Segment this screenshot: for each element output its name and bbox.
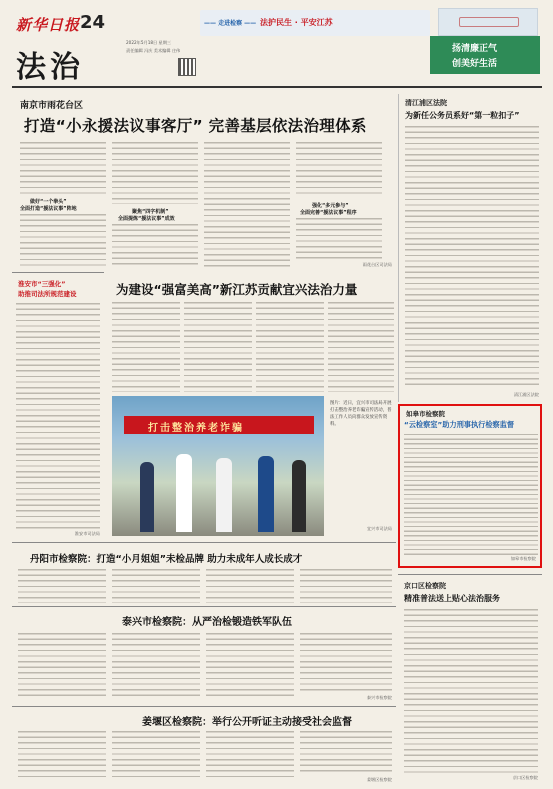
middle-body-col-3 <box>256 302 324 392</box>
editor-meta: 责任编辑 冯庆 美术编辑 庄伟 <box>126 48 181 53</box>
danyang-body-col-3 <box>206 569 294 603</box>
lead-body-col-4b <box>296 218 382 262</box>
masthead-divider <box>12 86 542 88</box>
taixing-headline: 泰兴市检察院：从严治检锻造铁军队伍 <box>122 617 292 628</box>
lead-byline: 雨花台区司法局 <box>362 262 392 267</box>
section-title: 法治 <box>16 50 84 85</box>
seal-decoration <box>438 8 538 36</box>
jingkou-article <box>398 574 542 784</box>
right-top-kicker: 清江浦区法院 <box>405 99 447 107</box>
taixing-byline: 泰兴市检察院 <box>366 695 392 700</box>
middle-body-col-1 <box>112 302 180 392</box>
danyang-headline: 丹阳市检察院：打造“小月姐姐”未检品牌 助力未成年人成长成才 <box>30 554 303 565</box>
lead-headline: 打造“小永援法议事客厅” 完善基层依法治理体系 <box>24 117 367 135</box>
middle-body-col-4 <box>328 302 394 392</box>
photo-person-4 <box>258 456 274 532</box>
lead-subhead-3b: 全面完善“援法议事”程序 <box>300 210 357 216</box>
left-mid-body <box>16 303 100 531</box>
jiangyan-body-col-2 <box>112 731 200 781</box>
lead-subhead-1: 做好“一个拳头” <box>30 199 67 205</box>
qr-code <box>178 58 196 76</box>
middle-article <box>108 272 396 540</box>
lead-body-col-3 <box>204 142 290 268</box>
taixing-body-col-3 <box>206 633 294 699</box>
photo-banner-text: 打击整治养老诈骗 <box>148 423 244 434</box>
page-number: 24 <box>80 12 106 33</box>
middle-headline: 为建设“强富美高”新江苏贡献宜兴法治力量 <box>116 282 358 297</box>
lead-body-col-2 <box>112 142 198 204</box>
highlight-byline: 如皋市检察院 <box>510 556 536 561</box>
issue-meta: 2022年5月18日 星期三 <box>126 40 172 45</box>
photo-caption: 图片：近日，宜兴市司法局开展打击整治养老诈骗宣传活动，普法工作人员向群众发放宣传资料。 <box>330 401 392 427</box>
lead-subhead-1b: 全面打造“援法议事”阵地 <box>20 206 77 212</box>
jiangyan-article <box>12 706 396 784</box>
lead-kicker: 南京市雨花台区 <box>20 101 84 111</box>
lead-subhead-2: 聚焦“四字机制” <box>132 209 169 215</box>
banner <box>200 10 430 36</box>
jiangyan-body-col-4 <box>300 731 392 775</box>
highlight-kicker: 如皋市检察院 <box>406 410 445 418</box>
jingkou-body <box>404 609 538 773</box>
left-mid-article <box>12 272 104 540</box>
photo-banner <box>124 416 314 434</box>
highlight-headline: “云检察室”助力刑事执行检察监督 <box>404 420 515 429</box>
paper-name: 新华日报 <box>16 16 81 34</box>
slogan-banner <box>430 36 540 74</box>
lead-article <box>12 94 392 270</box>
left-mid-kicker: 淮安市“三强化” <box>18 280 66 288</box>
danyang-body-col-4 <box>300 569 392 603</box>
danyang-article <box>12 542 396 604</box>
lead-subhead-2b: 全面提炼“援法议事”成效 <box>118 216 175 222</box>
jingkou-headline: 精准普法送上贴心法治服务 <box>404 594 500 603</box>
lead-body-col-2b <box>112 224 198 268</box>
photo-person-3 <box>216 458 232 532</box>
right-top-byline: 清江浦区法院 <box>513 392 539 397</box>
jiangyan-headline: 姜堰区检察院：举行公开听证主动接受社会监督 <box>142 717 352 728</box>
masthead <box>0 0 553 92</box>
taixing-body-col-1 <box>18 633 106 699</box>
photo-person-1 <box>140 462 154 532</box>
photo-person-2 <box>176 454 192 532</box>
jiangyan-body-col-3 <box>206 731 294 781</box>
taixing-body-col-2 <box>112 633 200 699</box>
banner-label: —— 走进检察 —— <box>204 20 257 27</box>
right-top-headline: 为新任公务员系好“第一粒扣子” <box>405 111 520 120</box>
lead-subhead-3: 强化“多元参与” <box>312 203 349 209</box>
middle-byline: 宜兴市司法局 <box>366 526 392 531</box>
middle-body-col-2 <box>184 302 252 392</box>
taixing-article <box>12 606 396 704</box>
banner-title: 法护民生 · 平安江苏 <box>260 18 333 27</box>
left-mid-headline: 助推司法所规范建设 <box>18 290 77 298</box>
danyang-body-col-1 <box>18 569 106 603</box>
lead-body-col-1 <box>20 142 106 196</box>
danyang-body-col-2 <box>112 569 200 603</box>
lead-body-col-4 <box>296 142 382 198</box>
news-photo <box>112 396 324 536</box>
left-mid-byline: 淮安市司法局 <box>74 531 100 536</box>
highlight-body <box>404 434 538 556</box>
jiangyan-body-col-1 <box>18 731 106 781</box>
lead-body-col-1b <box>20 214 106 268</box>
right-top-article <box>398 94 542 402</box>
slogan-line-2: 创美好生活 <box>452 59 498 69</box>
highlighted-article <box>398 404 542 568</box>
right-top-body <box>405 126 539 388</box>
jingkou-kicker: 京口区检察院 <box>404 582 446 590</box>
photo-person-5 <box>292 460 306 532</box>
slogan-line-1: 扬清廉正气 <box>452 44 498 54</box>
jiangyan-byline: 姜堰区检察院 <box>366 777 392 782</box>
taixing-body-col-4 <box>300 633 392 691</box>
jingkou-byline: 京口区检察院 <box>512 775 538 780</box>
